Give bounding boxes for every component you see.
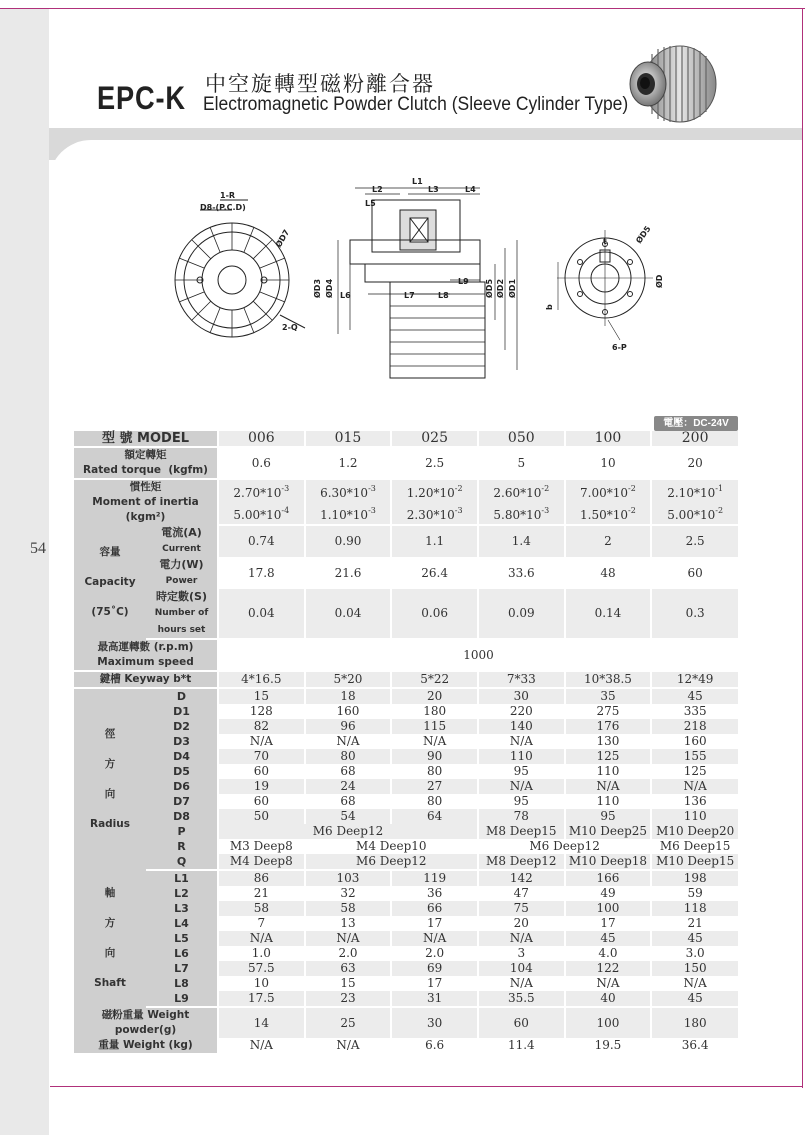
weight-value: N/A: [218, 1038, 305, 1053]
dim-value: 68: [305, 764, 392, 779]
keyway-value: 4*16.5: [218, 671, 305, 688]
table-row: [74, 886, 738, 901]
table-row: [74, 961, 738, 976]
inertia-value: $2.30*10^{-3}$: [391, 502, 478, 525]
dim-value: 49: [565, 886, 652, 901]
inertia-value: $6.30*10^{-3}$: [305, 479, 392, 502]
dim-value: N/A: [565, 976, 652, 991]
dim-key: L6: [146, 946, 218, 961]
inertia-label: 慣性矩 Moment of inertia (kgm²): [74, 479, 218, 525]
table-row: [74, 946, 738, 961]
dim-value: 140: [478, 719, 565, 734]
dim-value: 54: [305, 809, 392, 824]
shaft-label: 軸 方 向 Shaft: [74, 870, 146, 1007]
table-row: [74, 447, 738, 479]
weight-value: 19.5: [565, 1038, 652, 1053]
dim-value: M10 Deep20: [651, 824, 738, 839]
torque-value: 5: [478, 447, 565, 479]
dim-key: D6: [146, 779, 218, 794]
dim-value: M6 Deep12: [218, 824, 478, 839]
dim-value: 60: [218, 764, 305, 779]
label-l9: L9: [458, 277, 469, 286]
dim-value: N/A: [305, 734, 392, 749]
table-row: [74, 734, 738, 749]
dim-key: D7: [146, 794, 218, 809]
dim-key: R: [146, 839, 218, 854]
label-6p: 6-P: [612, 343, 627, 352]
dim-value: 23: [305, 991, 392, 1007]
dim-value: M4 Deep8: [218, 854, 305, 870]
model-cell: 015: [305, 431, 392, 447]
dim-value: 104: [478, 961, 565, 976]
dim-value: N/A: [391, 734, 478, 749]
model-cell: 025: [391, 431, 478, 447]
dim-value: N/A: [651, 976, 738, 991]
front-view-left: [175, 200, 305, 337]
label-d: ØD: [655, 274, 664, 288]
table-row: [74, 525, 738, 557]
dim-value: 63: [305, 961, 392, 976]
powder-label: 磁粉重量 Weight powder(g): [74, 1007, 218, 1038]
capacity-value: 0.74: [218, 525, 305, 557]
table-row: [74, 901, 738, 916]
dim-key: D3: [146, 734, 218, 749]
dim-value: 64: [391, 809, 478, 824]
dim-value: N/A: [565, 779, 652, 794]
label-d7: ØD7: [273, 228, 292, 249]
voltage-badge: 電壓：DC-24V: [654, 416, 738, 431]
dim-value: 21: [218, 886, 305, 901]
dim-value: 100: [565, 901, 652, 916]
table-row: [74, 824, 738, 839]
inertia-value: $2.70*10^{-3}$: [218, 479, 305, 502]
table-row: [74, 854, 738, 870]
dim-key: L3: [146, 901, 218, 916]
powder-value: 14: [218, 1007, 305, 1038]
dim-value: 95: [478, 764, 565, 779]
dim-key: L4: [146, 916, 218, 931]
torque-value: 20: [651, 447, 738, 479]
label-d5-right: ØD5: [634, 224, 653, 246]
dim-key: D5: [146, 764, 218, 779]
capacity-label: 容量 Capacity (75˚C): [74, 525, 146, 639]
dim-key: L5: [146, 931, 218, 946]
table-row: [74, 916, 738, 931]
dim-value: 47: [478, 886, 565, 901]
capacity-value: 33.6: [478, 557, 565, 589]
powder-value: 60: [478, 1007, 565, 1038]
keyway-value: 5*20: [305, 671, 392, 688]
dim-value: 50: [218, 809, 305, 824]
dim-value: 10: [218, 976, 305, 991]
powder-value: 30: [391, 1007, 478, 1038]
dim-value: 68: [305, 794, 392, 809]
table-row: [74, 749, 738, 764]
speed-value: 1000: [218, 639, 738, 671]
dim-value: 115: [391, 719, 478, 734]
model-cell: 050: [478, 431, 565, 447]
dim-value: N/A: [478, 931, 565, 946]
dim-value: M4 Deep10: [305, 839, 478, 854]
dim-value: 110: [565, 794, 652, 809]
dim-value: 20: [478, 916, 565, 931]
dim-key: D8: [146, 809, 218, 824]
dim-value: N/A: [305, 931, 392, 946]
label-l5: L5: [365, 199, 376, 208]
dim-value: 15: [305, 976, 392, 991]
dim-value: 58: [218, 901, 305, 916]
dim-key: Q: [146, 854, 218, 870]
dim-value: 218: [651, 719, 738, 734]
dim-value: 45: [651, 931, 738, 946]
title-english: Electromagnetic Powder Clutch (Sleeve Cylinder Type): [203, 94, 629, 115]
inertia-value: $1.50*10^{-2}$: [565, 502, 652, 525]
label-d4: ØD4: [325, 278, 334, 298]
dim-value: 136: [651, 794, 738, 809]
dim-value: 45: [651, 688, 738, 704]
dim-value: 35.5: [478, 991, 565, 1007]
speed-label: 最高運轉數 (r.p.m) Maximum speed: [74, 639, 218, 671]
dim-value: 125: [565, 749, 652, 764]
capacity-value: 2: [565, 525, 652, 557]
dim-key: D4: [146, 749, 218, 764]
product-photo: [622, 40, 722, 128]
label-t: t: [603, 237, 607, 246]
dim-key: D: [146, 688, 218, 704]
table-row: [74, 839, 738, 854]
dim-value: 13: [305, 916, 392, 931]
model-cell: 006: [218, 431, 305, 447]
dim-value: 166: [565, 870, 652, 886]
inertia-value: $1.10*10^{-3}$: [305, 502, 392, 525]
inertia-value: $7.00*10^{-2}$: [565, 479, 652, 502]
dim-value: M6 Deep15: [651, 839, 738, 854]
model-cell: 100: [565, 431, 652, 447]
page-frame-bottom: [50, 1086, 803, 1087]
dim-value: 90: [391, 749, 478, 764]
dim-value: 2.0: [391, 946, 478, 961]
capacity-value: 0.04: [218, 589, 305, 639]
dim-value: 17.5: [218, 991, 305, 1007]
dim-value: 110: [565, 764, 652, 779]
powder-value: 100: [565, 1007, 652, 1038]
dim-value: 2.0: [305, 946, 392, 961]
capacity-value: 60: [651, 557, 738, 589]
dim-value: 7: [218, 916, 305, 931]
dim-value: 155: [651, 749, 738, 764]
dim-value: 66: [391, 901, 478, 916]
dim-value: 1.0: [218, 946, 305, 961]
table-row: [74, 1007, 738, 1038]
table-row: [74, 870, 738, 886]
label-l1: L1: [412, 177, 423, 186]
torque-label: 額定轉矩 Rated torque (kgfm): [74, 447, 218, 479]
dim-value: 275: [565, 704, 652, 719]
label-l4: L4: [465, 185, 476, 194]
dim-value: 80: [391, 764, 478, 779]
dim-value: 31: [391, 991, 478, 1007]
label-d3: ØD3: [313, 278, 322, 298]
dim-value: 125: [651, 764, 738, 779]
dim-key: L2: [146, 886, 218, 901]
dim-value: 3: [478, 946, 565, 961]
dim-value: N/A: [218, 734, 305, 749]
powder-value: 25: [305, 1007, 392, 1038]
table-row: [74, 779, 738, 794]
dim-value: 20: [391, 688, 478, 704]
dim-value: 3.0: [651, 946, 738, 961]
dim-value: 110: [478, 749, 565, 764]
label-l7: L7: [404, 291, 415, 300]
capacity-value: 1.4: [478, 525, 565, 557]
dim-value: 96: [305, 719, 392, 734]
dim-key: P: [146, 824, 218, 839]
label-l8: L8: [438, 291, 449, 300]
front-view-right: [557, 230, 653, 340]
capacity-value: 2.5: [651, 525, 738, 557]
dim-value: 118: [651, 901, 738, 916]
dim-key: D1: [146, 704, 218, 719]
capacity-value: 0.3: [651, 589, 738, 639]
capacity-sub-label: 電力(W) Power: [146, 557, 218, 589]
dim-value: 27: [391, 779, 478, 794]
dim-value: 128: [218, 704, 305, 719]
capacity-value: 26.4: [391, 557, 478, 589]
capacity-value: 48: [565, 557, 652, 589]
dim-value: 57.5: [218, 961, 305, 976]
table-row: [74, 794, 738, 809]
dim-value: 160: [305, 704, 392, 719]
dim-value: 60: [218, 794, 305, 809]
inertia-value: $5.00*10^{-4}$: [218, 502, 305, 525]
radius-label: 徑 方 向 Radius: [74, 688, 146, 870]
dim-value: 32: [305, 886, 392, 901]
capacity-value: 0.06: [391, 589, 478, 639]
technical-drawing: [160, 170, 680, 390]
dim-value: 180: [391, 704, 478, 719]
label-d1: ØD1: [508, 278, 517, 298]
dim-value: 15: [218, 688, 305, 704]
table-row: [74, 991, 738, 1007]
dim-value: 160: [651, 734, 738, 749]
label-d8: D8-(P.C.D): [200, 203, 246, 212]
dim-value: 82: [218, 719, 305, 734]
dim-value: 17: [391, 976, 478, 991]
dim-value: 40: [565, 991, 652, 1007]
inertia-value: $5.80*10^{-3}$: [478, 502, 565, 525]
capacity-value: 21.6: [305, 557, 392, 589]
dim-value: 103: [305, 870, 392, 886]
dim-value: 119: [391, 870, 478, 886]
keyway-label: 鍵槽 Keyway b*t: [74, 671, 218, 688]
weight-value: 6.6: [391, 1038, 478, 1053]
capacity-sub-label: 電流(A) Current: [146, 525, 218, 557]
dim-value: M10 Deep18: [565, 854, 652, 870]
table-row: [74, 976, 738, 991]
dim-key: L7: [146, 961, 218, 976]
dim-value: 4.0: [565, 946, 652, 961]
dim-value: 150: [651, 961, 738, 976]
table-row: [74, 1038, 738, 1053]
keyway-value: 7*33: [478, 671, 565, 688]
dim-value: M8 Deep15: [478, 824, 565, 839]
dim-value: 80: [391, 794, 478, 809]
dim-value: 30: [478, 688, 565, 704]
weight-value: 11.4: [478, 1038, 565, 1053]
label-d5: ØD5: [485, 278, 494, 298]
label-2q: 2-Q: [282, 323, 298, 332]
label-l6: L6: [340, 291, 351, 300]
dim-value: N/A: [651, 779, 738, 794]
dim-value: M6 Deep12: [478, 839, 651, 854]
inertia-value: $5.00*10^{-2}$: [651, 502, 738, 525]
page-side-band: [0, 9, 49, 1135]
dim-value: 58: [305, 901, 392, 916]
inertia-value: $2.10*10^{-1}$: [651, 479, 738, 502]
label-1r: 1-R: [220, 191, 236, 200]
dim-value: 59: [651, 886, 738, 901]
dim-value: 17: [565, 916, 652, 931]
dim-value: 130: [565, 734, 652, 749]
table-row: [74, 764, 738, 779]
dim-value: 18: [305, 688, 392, 704]
model-header: 型 號 MODEL: [74, 431, 218, 447]
table-row: [74, 557, 738, 589]
page-number: 54: [30, 540, 46, 557]
dim-value: 75: [478, 901, 565, 916]
dim-value: 70: [218, 749, 305, 764]
dim-value: 176: [565, 719, 652, 734]
capacity-value: 0.90: [305, 525, 392, 557]
weight-value: N/A: [305, 1038, 392, 1053]
dim-value: N/A: [391, 931, 478, 946]
dim-key: L1: [146, 870, 218, 886]
dim-value: N/A: [478, 779, 565, 794]
dim-value: 198: [651, 870, 738, 886]
capacity-value: 0.09: [478, 589, 565, 639]
dim-value: 335: [651, 704, 738, 719]
table-row: [74, 931, 738, 946]
dim-value: 95: [565, 809, 652, 824]
dim-value: 21: [651, 916, 738, 931]
label-l3: L3: [428, 185, 439, 194]
capacity-sub-label: 時定數(S) Number of hours set: [146, 589, 218, 639]
weight-value: 36.4: [651, 1038, 738, 1053]
dim-key: L8: [146, 976, 218, 991]
capacity-value: 17.8: [218, 557, 305, 589]
title-chinese: 中空旋轉型磁粉離合器: [205, 72, 435, 96]
dim-value: 142: [478, 870, 565, 886]
torque-value: 1.2: [305, 447, 392, 479]
table-row: [74, 688, 738, 704]
capacity-value: 1.1: [391, 525, 478, 557]
torque-value: 10: [565, 447, 652, 479]
dim-value: N/A: [478, 734, 565, 749]
table-row: [74, 671, 738, 688]
dim-value: 78: [478, 809, 565, 824]
dim-value: 69: [391, 961, 478, 976]
page-frame-right: [802, 8, 803, 1088]
torque-value: 2.5: [391, 447, 478, 479]
dim-value: 220: [478, 704, 565, 719]
label-d2: ØD2: [496, 278, 505, 298]
page-frame-top: [0, 8, 805, 9]
capacity-value: 0.04: [305, 589, 392, 639]
label-b: b: [545, 304, 554, 310]
dim-value: 45: [565, 931, 652, 946]
dim-value: M3 Deep8: [218, 839, 305, 854]
table-row: [74, 704, 738, 719]
powder-value: 180: [651, 1007, 738, 1038]
weight-label: 重量 Weight (kg): [74, 1038, 218, 1053]
keyway-value: 5*22: [391, 671, 478, 688]
dim-value: M10 Deep25: [565, 824, 652, 839]
keyway-value: 12*49: [651, 671, 738, 688]
dim-key: D2: [146, 719, 218, 734]
dim-value: M10 Deep15: [651, 854, 738, 870]
table-row: [74, 639, 738, 671]
table-row: [74, 431, 738, 447]
inertia-value: $2.60*10^{-2}$: [478, 479, 565, 502]
dim-value: M6 Deep12: [305, 854, 478, 870]
capacity-value: 0.14: [565, 589, 652, 639]
table-row: [74, 479, 738, 502]
model-cell: 200: [651, 431, 738, 447]
dim-value: 17: [391, 916, 478, 931]
table-row: [74, 809, 738, 824]
dim-value: 24: [305, 779, 392, 794]
dim-key: L9: [146, 991, 218, 1007]
inertia-value: $1.20*10^{-2}$: [391, 479, 478, 502]
spec-table: [74, 431, 738, 1053]
dim-value: 80: [305, 749, 392, 764]
table-row: [74, 719, 738, 734]
model-code: EPC-K: [97, 80, 186, 116]
dim-value: M8 Deep12: [478, 854, 565, 870]
dim-value: 95: [478, 794, 565, 809]
dim-value: 35: [565, 688, 652, 704]
dim-value: N/A: [478, 976, 565, 991]
dim-value: 86: [218, 870, 305, 886]
dim-value: 110: [651, 809, 738, 824]
dim-value: 19: [218, 779, 305, 794]
keyway-value: 10*38.5: [565, 671, 652, 688]
label-l2: L2: [372, 185, 383, 194]
dim-value: 36: [391, 886, 478, 901]
dim-value: N/A: [218, 931, 305, 946]
dim-value: 45: [651, 991, 738, 1007]
table-row: [74, 589, 738, 639]
dim-value: 122: [565, 961, 652, 976]
torque-value: 0.6: [218, 447, 305, 479]
